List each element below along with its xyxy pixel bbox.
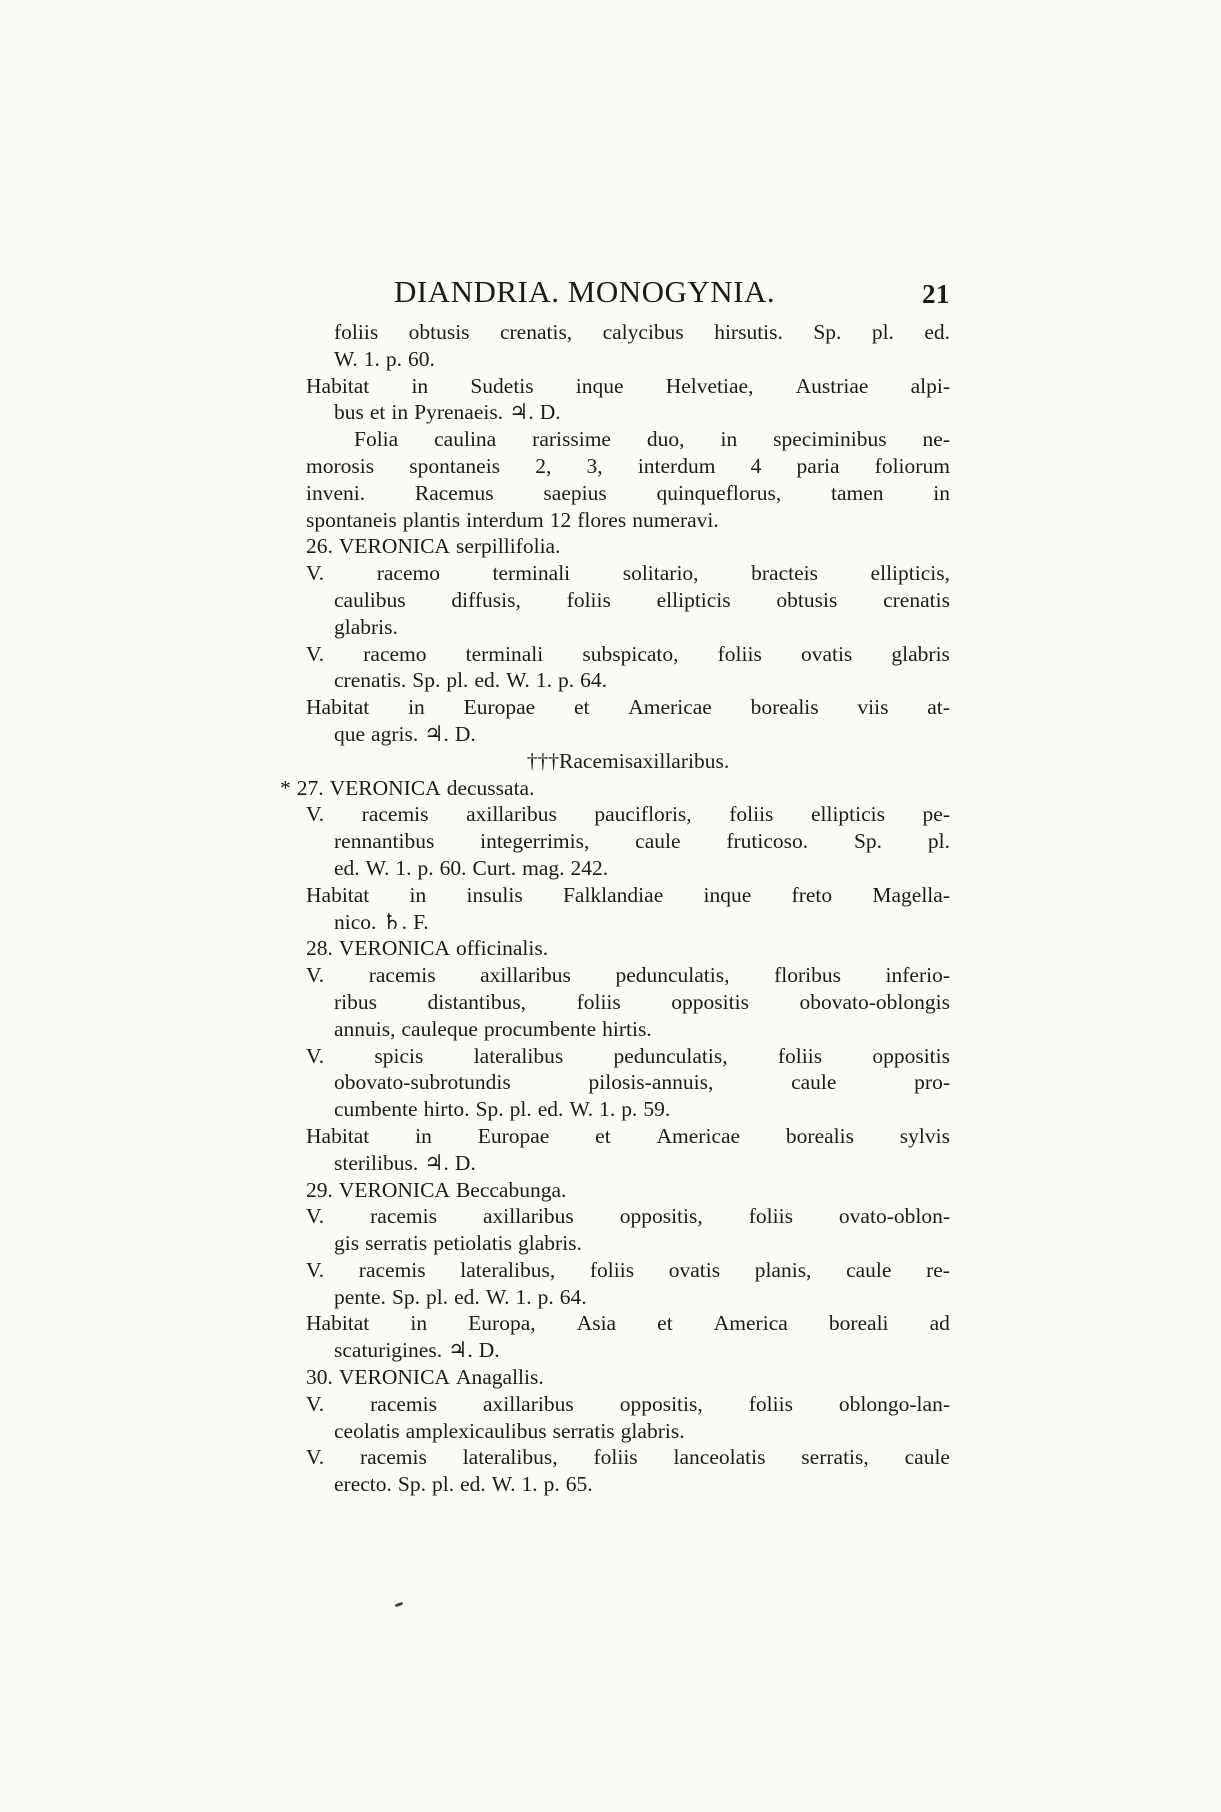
text-line: gis serratis petiolatis glabris. <box>334 1231 582 1256</box>
text-line: morosis spontaneis 2, 3, interdum 4 paria foliorum <box>306 453 950 478</box>
text-line: caulibus diffusis, foliis ellipticis obtusis crenatis <box>334 587 950 612</box>
text-line: Habitat in Europae et Americae borealis sylvis <box>306 1123 950 1148</box>
text-line: rennantibus integerrimis, caule fruticoso. Sp. pl. <box>334 829 950 854</box>
text-line: que agris. ♃. D. <box>334 721 476 746</box>
text-line: nico. ♄. F. <box>334 909 429 934</box>
text-line: obovato-subrotundis pilosis-annuis, caule pro- <box>334 1070 950 1095</box>
text-line: pente. Sp. pl. ed. W. 1. p. 64. <box>334 1284 587 1309</box>
text-line: V. racemo terminali subspicato, foliis ovatis glabris <box>306 641 950 666</box>
text-line: Habitat in Europae et Americae borealis viis at- <box>306 695 950 720</box>
page-number: 21 <box>922 279 950 309</box>
text-line: crenatis. Sp. pl. ed. W. 1. p. 64. <box>334 668 607 693</box>
ink-smudge <box>395 1602 404 1608</box>
running-title: DIANDRIA. MONOGYNIA. <box>394 274 776 309</box>
text-line: † † † Racemis axillaribus. <box>526 748 730 773</box>
text-line: 29. VERONICA Beccabunga. <box>306 1177 567 1202</box>
text-line: sterilibus. ♃. D. <box>334 1150 476 1175</box>
text-line: ed. W. 1. p. 60. Curt. mag. 242. <box>334 855 609 880</box>
text-line: V. racemis axillaribus oppositis, foliis oblongo-lan- <box>306 1391 950 1416</box>
text-line: scaturigines. ♃. D. <box>334 1338 500 1363</box>
text-line: erecto. Sp. pl. ed. W. 1. p. 65. <box>334 1472 593 1497</box>
text-line: V. racemis lateralibus, foliis ovatis planis, caule re- <box>306 1257 950 1282</box>
text-line: * 27. VERONICA decussata. <box>280 775 535 800</box>
text-line: W. 1. p. 60. <box>334 346 435 371</box>
text-line: Habitat in Europa, Asia et America boreali ad <box>306 1311 950 1336</box>
text-line: V. spicis lateralibus pedunculatis, foliis oppositis <box>306 1043 950 1068</box>
page <box>280 274 950 1498</box>
text-line: Habitat in insulis Falklandiae inque freto Magella- <box>306 882 950 907</box>
text-line: 26. VERONICA serpillifolia. <box>306 534 561 559</box>
text-line: 30. VERONICA Anagallis. <box>306 1365 544 1390</box>
running-header <box>306 275 950 319</box>
text-line: V. racemis axillaribus oppositis, foliis ovato-oblon- <box>306 1204 950 1229</box>
text-body <box>280 319 950 1498</box>
text-line: bus et in Pyrenaeis. ♃. D. <box>334 400 561 425</box>
text-line: V. racemis axillaribus paucifloris, foliis ellipticis pe- <box>306 802 950 827</box>
text-line: ceolatis amplexicaulibus serratis glabris. <box>334 1418 685 1443</box>
text-line: V. racemis lateralibus, foliis lanceolatis serratis, caule <box>306 1445 950 1470</box>
text-line: ribus distantibus, foliis oppositis obovato-oblongis <box>334 989 950 1014</box>
text-line: V. racemo terminali solitario, bracteis ellipticis, <box>306 561 950 586</box>
text-line: 28. VERONICA officinalis. <box>306 936 549 961</box>
text-line: Habitat in Sudetis inque Helvetiae, Austriae alpi- <box>306 373 950 398</box>
text-line: V. racemis axillaribus pedunculatis, floribus inferio- <box>306 963 950 988</box>
text-line: spontaneis plantis interdum 12 flores numeravi. <box>306 507 719 532</box>
text-line: cumbente hirto. Sp. pl. ed. W. 1. p. 59. <box>334 1097 671 1122</box>
text-line: annuis, cauleque procumbente hirtis. <box>334 1016 652 1041</box>
text-line: glabris. <box>334 614 398 639</box>
text-line: foliis obtusis crenatis, calycibus hirsutis. Sp. pl. ed. <box>334 320 950 344</box>
text-line: Folia caulina rarissime duo, in speciminibus ne- <box>354 427 950 452</box>
text-line: inveni. Racemus saepius quinqueflorus, tamen in <box>306 480 950 505</box>
